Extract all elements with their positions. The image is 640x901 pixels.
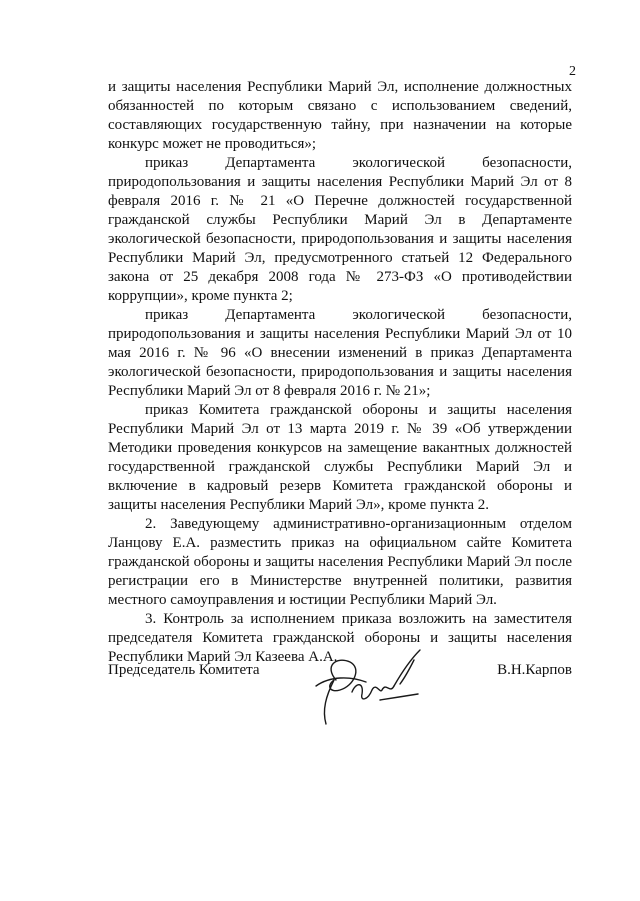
paragraph-order-96: приказ Департамента экологической безопасности, природопользования и защиты населения Республики Марий Эл от 10 мая 2016 г. № 96 «О внесении изменений в приказ Департамента экологической безопасности, природопользования и защиты населения Республики Марий Эл от 8 февраля 2016 г. № 21»; xyxy=(108,307,572,399)
handwritten-signature xyxy=(296,646,436,732)
paragraph-item-3: 3. Контроль за исполнением приказа возложить на заместителя председателя Комитета гражданской обороны и защиты населения Республики Марий Эл Казеева А.А. xyxy=(108,611,572,665)
signatory-name: В.Н.Карпов xyxy=(497,662,572,678)
signatory-title: Председатель Комитета xyxy=(108,662,260,678)
page-number: 2 xyxy=(569,64,576,79)
paragraph-order-39: приказ Комитета гражданской обороны и защиты населения Республики Марий Эл от 13 марта 2019 г. № 39 «Об утверждении Методики проведения конкурсов на замещение вакантных должностей государственной гражданской службы Республики Марий Эл и включение в кадровый резерв Комитета гражданской обороны и защиты населения Республики Марий Эл», кроме пункта 2. xyxy=(108,402,572,513)
document-body xyxy=(108,78,572,667)
paragraph-order-21: приказ Департамента экологической безопасности, природопользования и защиты населения Республики Марий Эл от 8 февраля 2016 г. № 21 «О Перечне должностей государственной гражданской службы Республики Марий Эл в Департаменте экологической безопасности, природопользования и защиты населения Республики Марий Эл, предусмотренного статьей 12 Федерального закона от 25 декабря 2008 года № 273-ФЗ «О противодействии коррупции», кроме пункта 2; xyxy=(108,155,572,304)
paragraph-continuation: и защиты населения Республики Марий Эл, исполнение должностных обязанностей по которым связано с использованием сведений, составляющих государственную тайну, при назначении на которые конкурс может не проводиться»; xyxy=(108,79,572,152)
signature-block xyxy=(108,662,572,702)
paragraph-item-2: 2. Заведующему административно-организационным отделом Ланцову Е.А. разместить приказ на официальном сайте Комитета гражданской обороны и защиты населения Республики Марий Эл после регистрации его в Министерстве внутренней политики, развития местного самоуправления и юстиции Республики Марий Эл. xyxy=(108,516,572,608)
